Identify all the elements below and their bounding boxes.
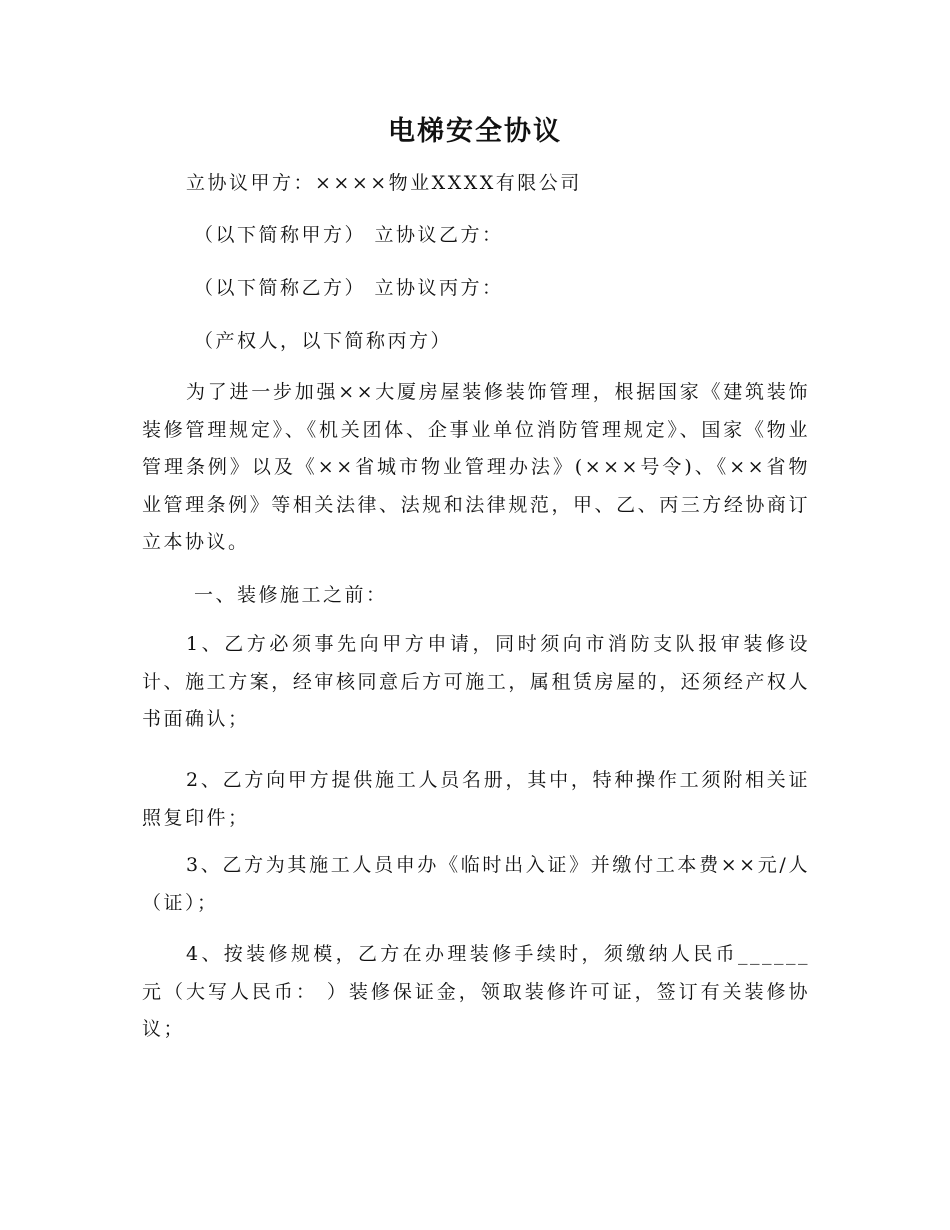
party-a-line: 立协议甲方：××××物业XXXX有限公司: [186, 172, 582, 194]
clause-1: 1、乙方必须事先向甲方申请，同时须向市消防支队报审装修设计、施工方案，经审核同意后方可施工，属租赁房屋的，还须经产权人书面确认；: [142, 633, 810, 730]
document-title: 电梯安全协议: [388, 116, 562, 147]
clause-4: 4、按装修规模，乙方在办理装修手续时，须缴纳人民币______元（大写人民币： ）装修保证金，领取装修许可证，签订有关装修协议；: [142, 943, 810, 1040]
clause-2: 2、乙方向甲方提供施工人员名册，其中，特种操作工须附相关证照复印件；: [142, 769, 810, 829]
party-c-line: （以下简称乙方） 立协议丙方：: [194, 277, 504, 299]
owner-note-line: （产权人，以下简称丙方）: [194, 330, 453, 352]
clause-3: 3、乙方为其施工人员申办《临时出入证》并缴付工本费××元/人（证）；: [142, 854, 810, 914]
section-heading: 一、装修施工之前：: [194, 584, 388, 606]
preamble-paragraph: 为了进一步加强××大厦房屋装修装饰管理，根据国家《建筑装饰装修管理规定》、《机关团体、企事业单位消防管理规定》、国家《物业管理条例》以及《××省城市物业管理办法》(×××号令)、《××省物业管理条例》等相关法律、法规和法律规范，甲、乙、丙三方经协商订立本协议。: [142, 381, 810, 553]
party-b-line: （以下简称甲方） 立协议乙方：: [194, 224, 504, 246]
